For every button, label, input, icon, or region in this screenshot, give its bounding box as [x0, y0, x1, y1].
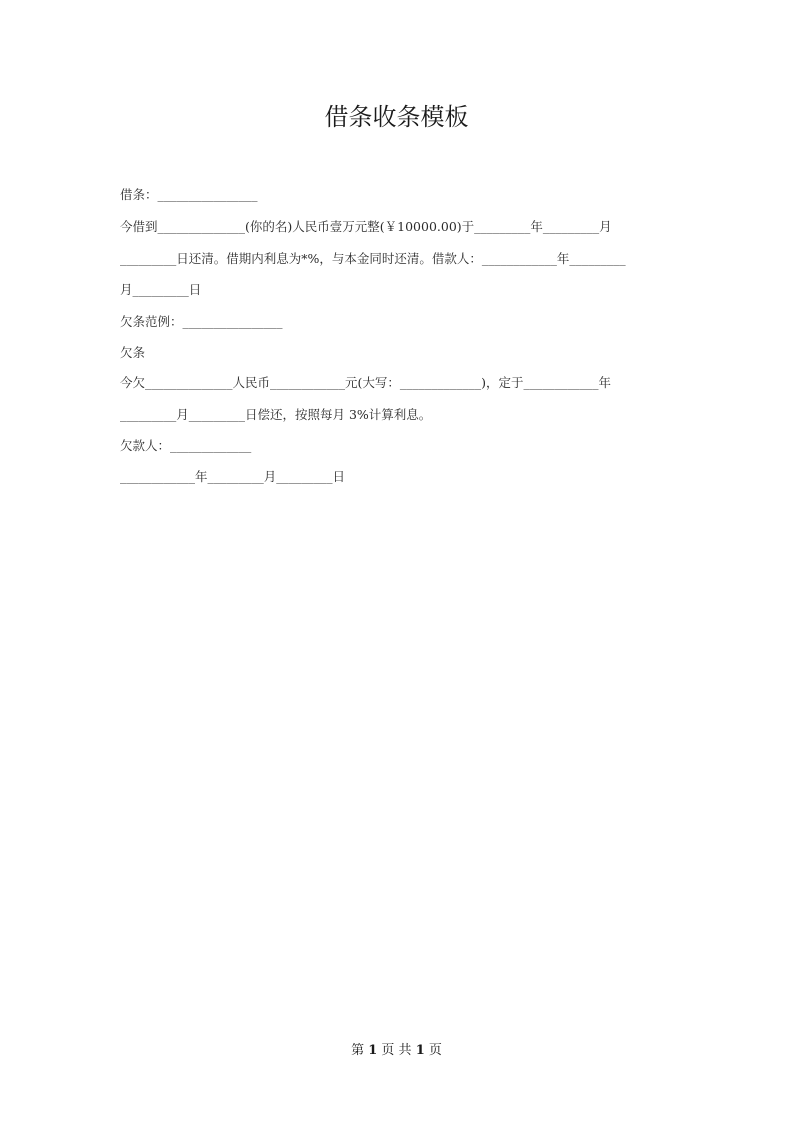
borrow-note-line-3: 月_________日: [120, 282, 202, 297]
iou-line-2: _________月_________日偿还，按照每月 3%计算利息。: [120, 407, 432, 422]
iou-example-heading: 欠条范例：________________: [120, 314, 283, 329]
debtor-line: 欠款人：_____________: [120, 438, 252, 453]
footer-prefix: 第: [351, 1043, 365, 1058]
iou-heading: 欠条: [120, 345, 146, 360]
borrow-note-line-2: _________日还清。借期内利息为*%，与本金同时还清。借款人：____________年_________: [120, 251, 626, 266]
footer-suffix: 页: [428, 1043, 442, 1058]
footer-total-pages: 1: [415, 1043, 425, 1058]
borrow-note-heading: 借条：________________: [120, 187, 258, 202]
iou-line-1: 今欠______________人民币____________元(大写：_____________)，定于____________年: [120, 375, 612, 390]
footer-current-page: 1: [368, 1043, 378, 1058]
footer-middle: 页 共: [381, 1043, 412, 1058]
page-footer: [0, 1042, 793, 1060]
date-line: ____________年_________月_________日: [120, 469, 346, 484]
borrow-note-line-1: 今借到______________(你的名)人民币壹万元整(￥10000.00)于_________年_________月: [120, 219, 612, 234]
page-title: 借条收条模板: [324, 103, 469, 131]
